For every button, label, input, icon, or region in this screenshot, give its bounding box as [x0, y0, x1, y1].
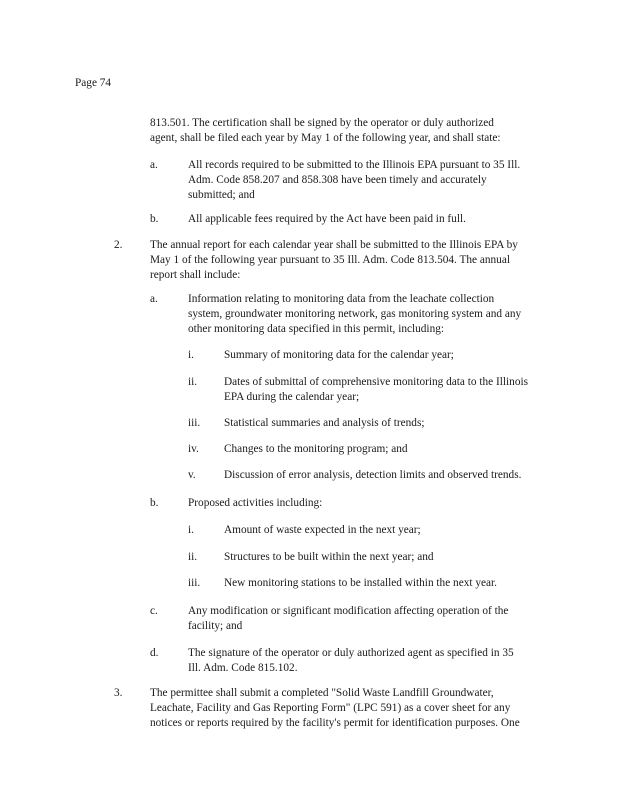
subitem-a-iv-text: Changes to the monitoring program; and	[224, 443, 408, 455]
subitem-b-ii-marker: ii.	[188, 551, 198, 563]
item-2-marker: 2.	[114, 239, 123, 251]
subitem-a-iii-marker: iii.	[188, 417, 201, 429]
item-2b-text: Proposed activities including:	[188, 497, 323, 509]
item-2d-marker: d.	[150, 647, 159, 659]
item-b-text: All applicable fees required by the Act have been paid in full.	[188, 213, 466, 225]
subitem-b-i-marker: i.	[188, 524, 194, 536]
subitem-b-iii-text: New monitoring stations to be installed within the next year.	[224, 577, 497, 589]
item-a-text: All records required to be submitted to the Illinois EPA pursuant to 35 Ill. Adm. Code 858.207 and 858.308 have been timely and accurately submitted; and	[188, 159, 521, 201]
item-b-marker: b.	[150, 213, 159, 225]
item-2d-text: The signature of the operator or duly authorized agent as specified in 35 Ill. Adm. Code 815.102.	[188, 647, 514, 674]
item-2b-marker: b.	[150, 497, 159, 509]
item-2c-marker: c.	[150, 605, 158, 617]
subitem-b-ii-text: Structures to be built within the next year; and	[224, 551, 434, 563]
item-2-text: The annual report for each calendar year shall be submitted to the Illinois EPA by May 1 of the following year pursuant to 35 Ill. Adm. Code 813.504. The annual report shall include:	[150, 239, 518, 281]
intro-paragraph: 813.501. The certification shall be signed by the operator or duly authorized agent, shall be filed each year by May 1 of the following year, and shall state:	[150, 117, 501, 144]
subitem-a-iv-marker: iv.	[188, 443, 199, 455]
item-3-text: The permittee shall submit a completed "Solid Waste Landfill Groundwater, Leachate, Facility and Gas Reporting Form" (LPC 591) as a cover sheet for any notices or reports required by the facility's permit for identification purposes. One	[150, 687, 520, 729]
subitem-a-ii-text: Dates of submittal of comprehensive monitoring data to the Illinois EPA during the calendar year;	[224, 376, 529, 403]
item-a-marker: a.	[150, 159, 158, 171]
subitem-a-i-text: Summary of monitoring data for the calendar year;	[224, 349, 454, 361]
subitem-a-i-marker: i.	[188, 349, 194, 361]
item-2a-text: Information relating to monitoring data from the leachate collection system, groundwater monitoring network, gas monitoring system and any other monitoring data specified in this permit, including:	[188, 293, 522, 335]
item-3-marker: 3.	[114, 687, 123, 699]
page-number: Page 74	[75, 77, 112, 89]
item-2a-marker: a.	[150, 293, 158, 305]
item-2c-text: Any modification or significant modification affecting operation of the facility; and	[188, 605, 509, 632]
subitem-a-iii-text: Statistical summaries and analysis of trends;	[224, 417, 425, 429]
subitem-b-iii-marker: iii.	[188, 577, 201, 589]
subitem-b-i-text: Amount of waste expected in the next year;	[224, 524, 421, 536]
subitem-a-ii-marker: ii.	[188, 376, 198, 388]
subitem-a-v-marker: v.	[188, 469, 196, 481]
subitem-a-v-text: Discussion of error analysis, detection limits and observed trends.	[224, 469, 522, 481]
